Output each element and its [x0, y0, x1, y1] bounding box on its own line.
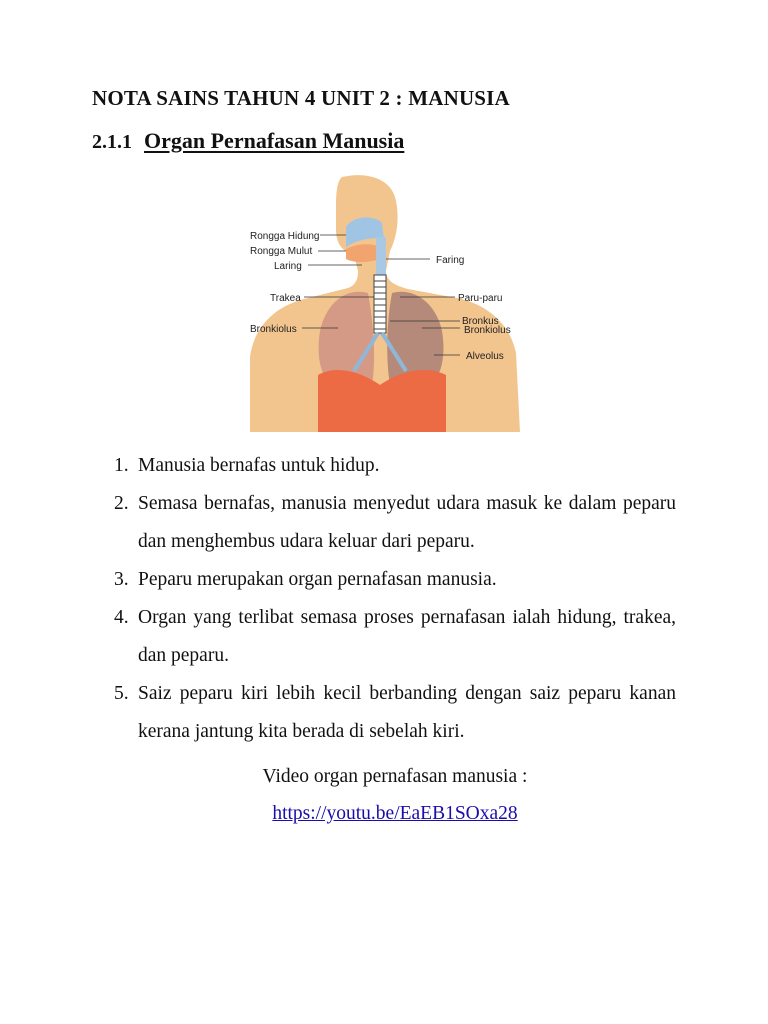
- oral-cavity: [346, 244, 380, 262]
- list-item-number: 5.: [114, 683, 129, 704]
- label-trakea: Trakea: [270, 293, 301, 304]
- list-item-number: 4.: [114, 607, 129, 628]
- trachea: [374, 275, 386, 333]
- list-item-number: 3.: [114, 569, 129, 590]
- label-bronkiolus-left: Bronkiolus: [250, 324, 297, 335]
- list-item-text: Organ yang terlibat semasa proses pernafasan ialah hidung, trakea, dan peparu.: [138, 607, 676, 666]
- list-item-number: 1.: [114, 455, 129, 476]
- section-heading: [92, 128, 404, 155]
- list-item-text: Manusia bernafas untuk hidup.: [138, 455, 380, 476]
- pharynx: [376, 237, 386, 275]
- section-number: 2.1.1: [92, 131, 132, 153]
- notes-list: [96, 447, 676, 751]
- list-item-text: Semasa bernafas, manusia menyedut udara masuk ke dalam peparu dan menghembus udara keluar dari peparu.: [138, 493, 676, 552]
- page-title: NOTA SAINS TAHUN 4 UNIT 2 : MANUSIA: [92, 86, 510, 110]
- label-bronkus: Bronkus: [462, 316, 499, 327]
- list-item: [96, 561, 676, 599]
- section-title: Organ Pernafasan Manusia: [144, 128, 405, 153]
- list-item: [96, 675, 676, 751]
- label-alveolus: Alveolus: [466, 351, 504, 362]
- video-link-container: [0, 803, 768, 825]
- label-bronkiolus-right: Bronkiolus: [464, 325, 511, 336]
- list-item: [96, 485, 676, 561]
- respiratory-diagram-svg: [250, 175, 520, 432]
- list-item-text: Peparu merupakan organ pernafasan manusia.: [138, 569, 497, 590]
- label-rongga-hidung: Rongga Hidung: [250, 231, 320, 242]
- video-link[interactable]: https://youtu.be/EaEB1SOxa28: [272, 803, 518, 824]
- label-faring: Faring: [436, 255, 465, 266]
- label-laring: Laring: [274, 261, 302, 272]
- label-paru-paru: Paru-paru: [458, 293, 503, 304]
- list-item: [96, 447, 676, 485]
- video-caption: Video organ pernafasan manusia :: [262, 766, 528, 787]
- list-item: [96, 599, 676, 675]
- list-item-text: Saiz peparu kiri lebih kecil berbanding dengan saiz peparu kanan kerana jantung kita berada di sebelah kiri.: [138, 683, 676, 742]
- label-rongga-mulut: Rongga Mulut: [250, 246, 313, 257]
- respiratory-system-diagram: [250, 175, 520, 432]
- list-item-number: 2.: [114, 493, 129, 514]
